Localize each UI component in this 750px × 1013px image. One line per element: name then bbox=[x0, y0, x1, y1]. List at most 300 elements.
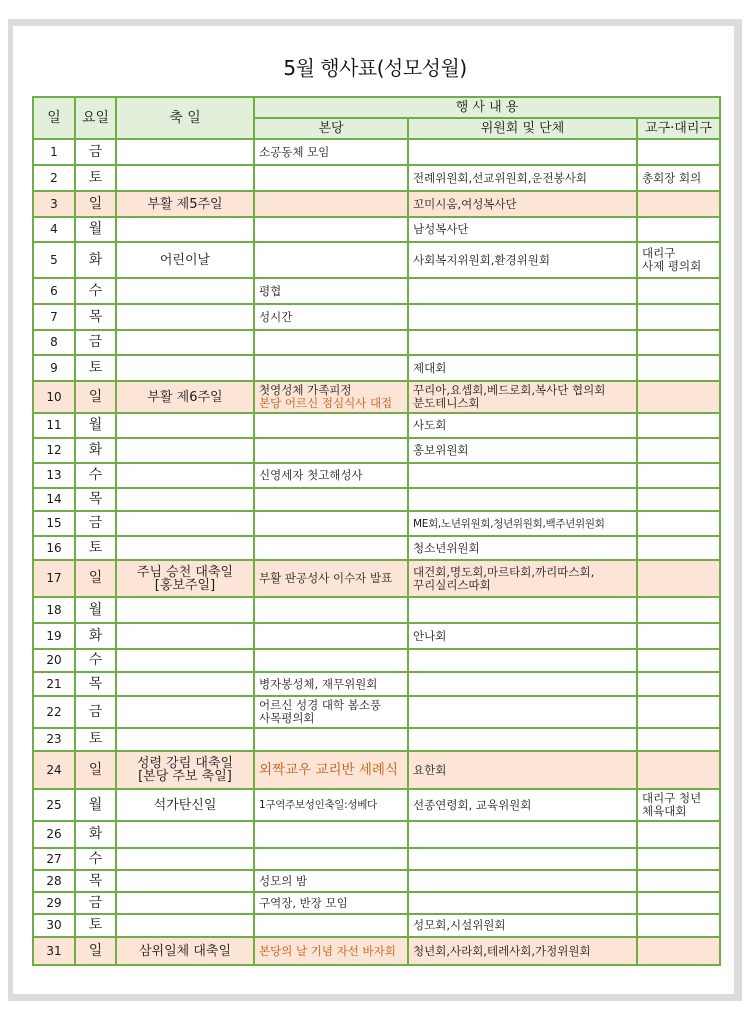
day-cell bbox=[33, 597, 75, 623]
weekday-cell-line1: 수 bbox=[88, 850, 103, 867]
diocese-cell bbox=[637, 438, 720, 463]
weekday-cell bbox=[75, 355, 116, 381]
diocese-cell-line1: 총회장 회의 bbox=[642, 170, 702, 185]
weekday-cell bbox=[75, 751, 116, 789]
table-row bbox=[33, 488, 720, 511]
weekday-cell bbox=[75, 217, 116, 242]
weekday-cell-line1: 화 bbox=[88, 627, 103, 644]
main-church-cell bbox=[254, 649, 408, 672]
day-cell bbox=[33, 330, 75, 355]
weekday-cell bbox=[75, 728, 116, 751]
day-cell-line1: 30 bbox=[46, 918, 62, 932]
table-row bbox=[33, 217, 720, 242]
weekday-cell-line1: 금 bbox=[88, 515, 103, 531]
header-committees: 위원회 및 단체 bbox=[408, 118, 637, 139]
weekday-cell bbox=[75, 937, 116, 965]
diocese-cell-line2: 체육대회 bbox=[642, 804, 687, 818]
diocese-cell-line1: 대리구 청년 bbox=[642, 791, 702, 805]
committee-cell bbox=[408, 511, 637, 536]
header-main-church: 본당 bbox=[254, 118, 408, 139]
weekday-cell-line1: 월 bbox=[88, 221, 103, 237]
document-title: 5월 행사표(성모성월) bbox=[283, 56, 467, 80]
diocese-cell bbox=[637, 892, 720, 914]
feast-cell-line2: [본당 주보 축일] bbox=[138, 769, 232, 784]
main-church-cell bbox=[254, 242, 408, 278]
weekday-cell bbox=[75, 488, 116, 511]
day-cell-line1: 25 bbox=[46, 797, 62, 812]
diocese-cell bbox=[637, 649, 720, 672]
diocese-cell bbox=[637, 242, 720, 278]
table-row bbox=[33, 597, 720, 623]
header-weekday: 요일 bbox=[75, 97, 116, 139]
committee-cell-line1: 요한회 bbox=[413, 762, 447, 777]
weekday-cell bbox=[75, 278, 116, 304]
feast-cell bbox=[116, 217, 254, 242]
main-church-cell bbox=[254, 438, 408, 463]
feast-cell bbox=[116, 165, 254, 191]
day-cell-line1: 4 bbox=[50, 222, 58, 236]
table-row bbox=[33, 463, 720, 488]
weekday-cell bbox=[75, 597, 116, 623]
weekday-cell bbox=[75, 511, 116, 536]
feast-cell bbox=[116, 463, 254, 488]
committee-cell bbox=[408, 789, 637, 821]
weekday-cell bbox=[75, 789, 116, 821]
weekday-cell-line1: 일 bbox=[88, 942, 103, 959]
table-row bbox=[33, 278, 720, 304]
committee-cell bbox=[408, 355, 637, 381]
day-cell-line1: 6 bbox=[50, 283, 58, 298]
weekday-cell-line1: 수 bbox=[88, 652, 103, 668]
diocese-cell bbox=[637, 751, 720, 789]
weekday-cell bbox=[75, 463, 116, 488]
weekday-cell-line1: 일 bbox=[88, 388, 103, 405]
weekday-cell bbox=[75, 381, 116, 413]
weekday-cell-line1: 토 bbox=[88, 169, 103, 186]
table-row bbox=[33, 381, 720, 413]
table-row bbox=[33, 330, 720, 355]
main-church-cell bbox=[254, 511, 408, 536]
feast-cell bbox=[116, 870, 254, 892]
weekday-cell bbox=[75, 330, 116, 355]
committee-cell bbox=[408, 165, 637, 191]
weekday-cell bbox=[75, 304, 116, 330]
committee-cell-line1: 사도회 bbox=[413, 418, 447, 432]
day-cell bbox=[33, 413, 75, 438]
main-church-cell-line1: 성모의 밤 bbox=[259, 873, 308, 888]
committee-cell bbox=[408, 728, 637, 751]
committee-cell bbox=[408, 914, 637, 937]
day-cell bbox=[33, 304, 75, 330]
day-cell bbox=[33, 463, 75, 488]
header-day: 일 bbox=[33, 97, 75, 139]
weekday-cell bbox=[75, 165, 116, 191]
feast-cell-line1: 어린이날 bbox=[159, 252, 211, 268]
table-row bbox=[33, 821, 720, 848]
day-cell-line1: 17 bbox=[46, 571, 62, 585]
table-row bbox=[33, 139, 720, 165]
feast-cell-line1: 삼위일체 대축일 bbox=[138, 943, 232, 959]
feast-cell-line1: 주님 승천 대축일 bbox=[136, 564, 234, 580]
committee-cell bbox=[408, 751, 637, 789]
main-church-cell-line1: 외짝교우 교리반 세례식 bbox=[259, 761, 398, 778]
day-cell bbox=[33, 623, 75, 649]
diocese-cell bbox=[637, 914, 720, 937]
day-cell bbox=[33, 511, 75, 536]
table-row bbox=[33, 165, 720, 191]
main-church-cell bbox=[254, 536, 408, 560]
committee-cell-line1: 꾸리아,요셉회,베드로회,복사단 협의회 bbox=[413, 383, 606, 397]
table-row bbox=[33, 789, 720, 821]
diocese-cell bbox=[637, 728, 720, 751]
day-cell bbox=[33, 696, 75, 728]
day-cell bbox=[33, 381, 75, 413]
day-cell bbox=[33, 821, 75, 848]
weekday-cell bbox=[75, 139, 116, 165]
main-church-cell bbox=[254, 696, 408, 728]
day-cell-line1: 10 bbox=[46, 389, 62, 404]
weekday-cell-line1: 토 bbox=[88, 731, 103, 747]
diocese-cell bbox=[637, 330, 720, 355]
diocese-cell bbox=[637, 278, 720, 304]
committee-cell bbox=[408, 848, 637, 870]
main-church-cell bbox=[254, 914, 408, 937]
day-cell-line1: 2 bbox=[50, 170, 58, 185]
table-row bbox=[33, 413, 720, 438]
weekday-cell-line1: 금 bbox=[88, 334, 103, 350]
weekday-cell-line1: 화 bbox=[88, 826, 103, 842]
weekday-cell-line1: 금 bbox=[88, 894, 103, 911]
day-cell-line1: 11 bbox=[46, 418, 62, 432]
feast-cell bbox=[116, 488, 254, 511]
diocese-cell bbox=[637, 848, 720, 870]
table-row bbox=[33, 870, 720, 892]
weekday-cell-line1: 금 bbox=[88, 143, 103, 160]
committee-cell-line1: 전례위원회,선교위원회,운전봉사회 bbox=[413, 170, 587, 185]
table-row bbox=[33, 191, 720, 217]
day-cell bbox=[33, 649, 75, 672]
table-row bbox=[33, 304, 720, 330]
main-church-cell bbox=[254, 463, 408, 488]
diocese-cell bbox=[637, 139, 720, 165]
weekday-cell bbox=[75, 536, 116, 560]
diocese-cell bbox=[637, 536, 720, 560]
day-cell bbox=[33, 278, 75, 304]
weekday-cell-line1: 토 bbox=[88, 539, 103, 556]
weekday-cell bbox=[75, 649, 116, 672]
diocese-cell bbox=[637, 696, 720, 728]
weekday-cell bbox=[75, 438, 116, 463]
committee-cell bbox=[408, 413, 637, 438]
committee-cell bbox=[408, 696, 637, 728]
feast-cell bbox=[116, 623, 254, 649]
diocese-cell bbox=[637, 870, 720, 892]
feast-cell bbox=[116, 511, 254, 536]
table-row bbox=[33, 438, 720, 463]
weekday-cell bbox=[75, 623, 116, 649]
table-row bbox=[33, 355, 720, 381]
day-cell-line1: 19 bbox=[46, 628, 62, 643]
diocese-cell bbox=[637, 381, 720, 413]
feast-cell bbox=[116, 597, 254, 623]
main-church-cell bbox=[254, 381, 408, 413]
weekday-cell-line1: 목 bbox=[88, 308, 103, 325]
committee-cell bbox=[408, 623, 637, 649]
committee-cell bbox=[408, 597, 637, 623]
committee-cell bbox=[408, 937, 637, 965]
main-church-cell bbox=[254, 848, 408, 870]
weekday-cell-line1: 일 bbox=[88, 195, 103, 212]
weekday-cell-line1: 목 bbox=[88, 675, 103, 692]
weekday-cell-line1: 월 bbox=[88, 601, 103, 618]
feast-cell bbox=[116, 821, 254, 848]
feast-cell bbox=[116, 304, 254, 330]
feast-cell bbox=[116, 937, 254, 965]
committee-cell-line1: 홍보위원회 bbox=[413, 443, 469, 457]
day-cell-line1: 18 bbox=[46, 602, 62, 617]
feast-cell bbox=[116, 278, 254, 304]
committee-cell bbox=[408, 242, 637, 278]
feast-cell bbox=[116, 381, 254, 413]
diocese-cell bbox=[637, 511, 720, 536]
diocese-cell bbox=[637, 191, 720, 217]
weekday-cell bbox=[75, 848, 116, 870]
committee-cell-line1: 청소년위원회 bbox=[413, 540, 480, 555]
feast-cell-line1: 부활 제5주일 bbox=[147, 196, 223, 212]
day-cell bbox=[33, 139, 75, 165]
weekday-cell bbox=[75, 560, 116, 597]
day-cell-line1: 8 bbox=[50, 335, 58, 349]
main-church-cell bbox=[254, 191, 408, 217]
weekday-cell-line1: 토 bbox=[88, 359, 103, 376]
weekday-cell bbox=[75, 242, 116, 278]
day-cell-line1: 9 bbox=[50, 360, 58, 375]
committee-cell bbox=[408, 488, 637, 511]
weekday-cell-line1: 화 bbox=[88, 442, 103, 458]
weekday-cell bbox=[75, 413, 116, 438]
committee-cell bbox=[408, 330, 637, 355]
main-church-cell bbox=[254, 278, 408, 304]
diocese-cell bbox=[637, 597, 720, 623]
main-church-cell bbox=[254, 728, 408, 751]
day-cell bbox=[33, 536, 75, 560]
feast-cell bbox=[116, 789, 254, 821]
committee-cell bbox=[408, 672, 637, 696]
table-row bbox=[33, 672, 720, 696]
table-row bbox=[33, 560, 720, 597]
weekday-cell bbox=[75, 914, 116, 937]
table-row bbox=[33, 892, 720, 914]
committee-cell-line1: 남성복사단 bbox=[413, 222, 469, 236]
day-cell-line1: 27 bbox=[46, 851, 62, 866]
main-church-cell bbox=[254, 139, 408, 165]
committee-cell bbox=[408, 278, 637, 304]
table-row bbox=[33, 728, 720, 751]
main-church-cell bbox=[254, 413, 408, 438]
day-cell-line1: 22 bbox=[46, 704, 62, 719]
day-cell bbox=[33, 937, 75, 965]
day-cell-line1: 3 bbox=[50, 196, 58, 211]
header-feast: 축 일 bbox=[116, 97, 254, 139]
main-church-cell-line1: 평협 bbox=[259, 283, 282, 298]
day-cell bbox=[33, 870, 75, 892]
feast-cell bbox=[116, 649, 254, 672]
weekday-cell-line1: 목 bbox=[88, 872, 103, 889]
committee-cell-line1: 성모회,시설위원회 bbox=[413, 918, 506, 932]
day-cell-line1: 24 bbox=[46, 762, 62, 777]
table-row bbox=[33, 242, 720, 278]
weekday-cell-line1: 월 bbox=[88, 796, 103, 813]
diocese-cell bbox=[637, 623, 720, 649]
weekday-cell-line1: 월 bbox=[88, 417, 103, 433]
diocese-cell bbox=[637, 165, 720, 191]
diocese-cell-line1: 대리구 bbox=[642, 246, 676, 260]
table-row bbox=[33, 848, 720, 870]
day-cell-line1: 26 bbox=[46, 827, 62, 841]
weekday-cell-line1: 수 bbox=[88, 282, 103, 299]
main-church-cell bbox=[254, 937, 408, 965]
day-cell-line1: 28 bbox=[46, 873, 62, 888]
day-cell-line1: 5 bbox=[50, 252, 58, 267]
day-cell-line1: 15 bbox=[46, 516, 62, 530]
main-church-cell-line1: 소공동체 모임 bbox=[259, 144, 330, 159]
day-cell bbox=[33, 892, 75, 914]
table-row bbox=[33, 696, 720, 728]
main-church-cell bbox=[254, 597, 408, 623]
table-row bbox=[33, 751, 720, 789]
feast-cell bbox=[116, 191, 254, 217]
feast-cell bbox=[116, 139, 254, 165]
diocese-cell bbox=[637, 560, 720, 597]
event-schedule-table bbox=[32, 96, 721, 966]
day-cell-line1: 13 bbox=[46, 468, 62, 482]
committee-cell bbox=[408, 560, 637, 597]
weekday-cell-line1: 화 bbox=[88, 251, 103, 268]
main-church-cell bbox=[254, 355, 408, 381]
main-church-cell-line1: 구역장, 반장 모임 bbox=[259, 895, 348, 910]
day-cell-line1: 16 bbox=[46, 540, 62, 555]
feast-cell bbox=[116, 355, 254, 381]
weekday-cell-line1: 일 bbox=[88, 570, 103, 586]
main-church-cell bbox=[254, 165, 408, 191]
day-cell-line1: 14 bbox=[46, 492, 62, 506]
main-church-cell bbox=[254, 217, 408, 242]
committee-cell-line1: 제대회 bbox=[413, 360, 447, 375]
day-cell-line1: 7 bbox=[50, 309, 58, 324]
main-church-cell bbox=[254, 623, 408, 649]
feast-cell-line2: [홍보주일] bbox=[154, 577, 216, 593]
main-church-cell-line1: 병자봉성체, 재무위원회 bbox=[259, 676, 378, 691]
committee-cell-line1: 안나회 bbox=[413, 628, 447, 643]
diocese-cell-line2: 사제 평의회 bbox=[642, 259, 702, 273]
diocese-cell bbox=[637, 355, 720, 381]
feast-cell bbox=[116, 848, 254, 870]
feast-cell-line1: 성령 강림 대축일 bbox=[136, 756, 234, 771]
committee-cell-line1: 꼬미시움,여성복사단 bbox=[413, 196, 517, 211]
table-row bbox=[33, 649, 720, 672]
committee-cell bbox=[408, 438, 637, 463]
feast-cell bbox=[116, 413, 254, 438]
committee-cell-line1: 청년회,사라회,테레사회,가정위원회 bbox=[413, 943, 591, 958]
committee-cell bbox=[408, 191, 637, 217]
committee-cell-line1: 사회복지위원회,환경위원회 bbox=[413, 252, 550, 267]
table-row bbox=[33, 511, 720, 536]
committee-cell bbox=[408, 892, 637, 914]
committee-cell-line2: 꾸리실리스따회 bbox=[413, 577, 491, 592]
feast-cell bbox=[116, 330, 254, 355]
day-cell bbox=[33, 560, 75, 597]
diocese-cell bbox=[637, 304, 720, 330]
day-cell-line1: 23 bbox=[46, 732, 62, 746]
main-church-cell-line1: 1구역주보성인축일:성베다 bbox=[259, 799, 377, 811]
main-church-cell bbox=[254, 892, 408, 914]
weekday-cell bbox=[75, 696, 116, 728]
day-cell bbox=[33, 789, 75, 821]
feast-cell-line1: 석가탄신일 bbox=[153, 797, 217, 813]
main-church-cell-line1: 신영세자 첫고해성사 bbox=[259, 468, 363, 482]
diocese-cell bbox=[637, 672, 720, 696]
weekday-cell-line1: 토 bbox=[88, 917, 103, 933]
committee-cell bbox=[408, 536, 637, 560]
main-church-cell-line1: 성시간 bbox=[259, 309, 293, 324]
day-cell-line1: 12 bbox=[46, 443, 62, 457]
day-cell bbox=[33, 848, 75, 870]
committee-cell-line1: 선종연령회, 교육위원회 bbox=[413, 797, 532, 812]
table-row bbox=[33, 623, 720, 649]
main-church-cell-line1: 부활 판공성사 이수자 발표 bbox=[259, 571, 393, 585]
feast-cell bbox=[116, 696, 254, 728]
weekday-cell bbox=[75, 892, 116, 914]
main-church-cell bbox=[254, 870, 408, 892]
day-cell bbox=[33, 355, 75, 381]
weekday-cell bbox=[75, 870, 116, 892]
feast-cell bbox=[116, 914, 254, 937]
day-cell bbox=[33, 488, 75, 511]
diocese-cell bbox=[637, 463, 720, 488]
committee-cell bbox=[408, 649, 637, 672]
committee-cell bbox=[408, 870, 637, 892]
weekday-cell bbox=[75, 821, 116, 848]
feast-cell bbox=[116, 536, 254, 560]
main-church-cell bbox=[254, 488, 408, 511]
table-row bbox=[33, 937, 720, 965]
main-church-cell-line1: 첫영성체 가족피정 bbox=[259, 383, 352, 397]
day-cell bbox=[33, 438, 75, 463]
diocese-cell bbox=[637, 821, 720, 848]
main-church-cell bbox=[254, 821, 408, 848]
feast-cell bbox=[116, 751, 254, 789]
weekday-cell-line1: 일 bbox=[88, 761, 103, 778]
day-cell-line1: 20 bbox=[46, 653, 62, 667]
day-cell-line1: 21 bbox=[46, 676, 62, 691]
main-church-cell-line2: 본당 어르신 점심식사 대접 bbox=[259, 396, 393, 410]
committee-cell bbox=[408, 304, 637, 330]
main-church-cell bbox=[254, 330, 408, 355]
feast-cell-line1: 부활 제6주일 bbox=[147, 389, 223, 405]
weekday-cell bbox=[75, 191, 116, 217]
day-cell bbox=[33, 165, 75, 191]
weekday-cell-line1: 목 bbox=[88, 491, 103, 507]
day-cell-line1: 31 bbox=[46, 943, 62, 958]
day-cell bbox=[33, 191, 75, 217]
committee-cell bbox=[408, 139, 637, 165]
weekday-cell-line1: 수 bbox=[88, 467, 103, 483]
diocese-cell bbox=[637, 789, 720, 821]
committee-cell-line1: 대건회,명도회,마르타회,까리따스회, bbox=[413, 564, 595, 579]
header-diocese: 교구·대리구 bbox=[637, 118, 720, 139]
feast-cell bbox=[116, 438, 254, 463]
main-church-cell bbox=[254, 751, 408, 789]
